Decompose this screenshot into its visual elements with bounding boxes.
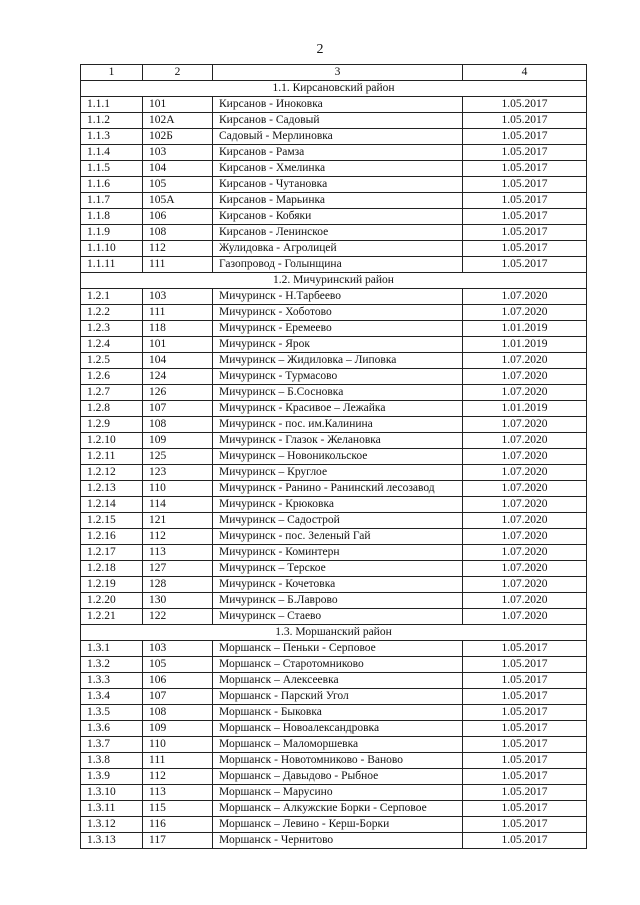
route-name: Жулидовка - Агролицей bbox=[213, 241, 463, 257]
date: 1.07.2020 bbox=[463, 513, 587, 529]
date: 1.05.2017 bbox=[463, 737, 587, 753]
column-number-2: 2 bbox=[143, 65, 213, 81]
route-number: 105А bbox=[143, 193, 213, 209]
column-number-3: 3 bbox=[213, 65, 463, 81]
route-name: Кирсанов - Кобяки bbox=[213, 209, 463, 225]
item-number: 1.2.20 bbox=[81, 593, 143, 609]
table-row bbox=[81, 305, 587, 321]
date: 1.05.2017 bbox=[463, 113, 587, 129]
table-row bbox=[81, 833, 587, 849]
item-number: 1.2.12 bbox=[81, 465, 143, 481]
item-number: 1.2.19 bbox=[81, 577, 143, 593]
route-name: Мичуринск – Новоникольское bbox=[213, 449, 463, 465]
table-row bbox=[81, 593, 587, 609]
route-name: Кирсанов - Иноковка bbox=[213, 97, 463, 113]
route-name: Мичуринск - Глазок - Желановка bbox=[213, 433, 463, 449]
table-row bbox=[81, 353, 587, 369]
route-number: 101 bbox=[143, 337, 213, 353]
date: 1.05.2017 bbox=[463, 657, 587, 673]
section-row bbox=[81, 625, 587, 641]
table-row bbox=[81, 737, 587, 753]
date: 1.07.2020 bbox=[463, 305, 587, 321]
route-number: 104 bbox=[143, 161, 213, 177]
table-header-row bbox=[81, 65, 587, 81]
route-number: 104 bbox=[143, 353, 213, 369]
date: 1.07.2020 bbox=[463, 449, 587, 465]
route-name: Моршанск - Быковка bbox=[213, 705, 463, 721]
date: 1.05.2017 bbox=[463, 817, 587, 833]
table-row bbox=[81, 817, 587, 833]
item-number: 1.2.11 bbox=[81, 449, 143, 465]
date: 1.07.2020 bbox=[463, 353, 587, 369]
table-row bbox=[81, 769, 587, 785]
date: 1.05.2017 bbox=[463, 705, 587, 721]
date: 1.07.2020 bbox=[463, 529, 587, 545]
item-number: 1.2.1 bbox=[81, 289, 143, 305]
table-row bbox=[81, 497, 587, 513]
date: 1.05.2017 bbox=[463, 193, 587, 209]
section-row bbox=[81, 273, 587, 289]
item-number: 1.2.16 bbox=[81, 529, 143, 545]
route-number: 112 bbox=[143, 529, 213, 545]
route-name: Моршанск – Давыдово - Рыбное bbox=[213, 769, 463, 785]
route-number: 118 bbox=[143, 321, 213, 337]
date: 1.05.2017 bbox=[463, 641, 587, 657]
route-number: 117 bbox=[143, 833, 213, 849]
route-name: Моршанск – Марусино bbox=[213, 785, 463, 801]
item-number: 1.2.7 bbox=[81, 385, 143, 401]
date: 1.05.2017 bbox=[463, 785, 587, 801]
route-name: Мичуринск - пос. им.Калинина bbox=[213, 417, 463, 433]
table-row bbox=[81, 657, 587, 673]
item-number: 1.3.5 bbox=[81, 705, 143, 721]
item-number: 1.2.4 bbox=[81, 337, 143, 353]
item-number: 1.1.11 bbox=[81, 257, 143, 273]
item-number: 1.3.3 bbox=[81, 673, 143, 689]
route-number: 110 bbox=[143, 481, 213, 497]
route-number: 109 bbox=[143, 721, 213, 737]
item-number: 1.3.10 bbox=[81, 785, 143, 801]
item-number: 1.2.5 bbox=[81, 353, 143, 369]
item-number: 1.2.18 bbox=[81, 561, 143, 577]
route-number: 111 bbox=[143, 305, 213, 321]
table-row bbox=[81, 641, 587, 657]
route-number: 102А bbox=[143, 113, 213, 129]
route-name: Мичуринск – Жидиловка – Липовка bbox=[213, 353, 463, 369]
route-name: Кирсанов - Ленинское bbox=[213, 225, 463, 241]
table-row bbox=[81, 385, 587, 401]
route-number: 123 bbox=[143, 465, 213, 481]
date: 1.07.2020 bbox=[463, 593, 587, 609]
item-number: 1.2.9 bbox=[81, 417, 143, 433]
column-number-4: 4 bbox=[463, 65, 587, 81]
date: 1.07.2020 bbox=[463, 417, 587, 433]
item-number: 1.3.6 bbox=[81, 721, 143, 737]
date: 1.07.2020 bbox=[463, 609, 587, 625]
route-name: Мичуринск - Крюковка bbox=[213, 497, 463, 513]
route-name: Кирсанов - Марьинка bbox=[213, 193, 463, 209]
route-number: 112 bbox=[143, 769, 213, 785]
table-row bbox=[81, 449, 587, 465]
item-number: 1.1.9 bbox=[81, 225, 143, 241]
date: 1.05.2017 bbox=[463, 241, 587, 257]
table-row bbox=[81, 129, 587, 145]
date: 1.05.2017 bbox=[463, 129, 587, 145]
table-row bbox=[81, 257, 587, 273]
routes-table bbox=[80, 64, 587, 849]
route-name: Кирсанов - Чутановка bbox=[213, 177, 463, 193]
route-number: 128 bbox=[143, 577, 213, 593]
table-row bbox=[81, 577, 587, 593]
route-number: 108 bbox=[143, 417, 213, 433]
route-number: 109 bbox=[143, 433, 213, 449]
item-number: 1.2.14 bbox=[81, 497, 143, 513]
route-name: Мичуринск - Еремеево bbox=[213, 321, 463, 337]
section-row bbox=[81, 81, 587, 97]
table-row bbox=[81, 753, 587, 769]
route-name: Моршанск - Новотомниково - Ваново bbox=[213, 753, 463, 769]
route-number: 106 bbox=[143, 209, 213, 225]
table-row bbox=[81, 113, 587, 129]
item-number: 1.3.7 bbox=[81, 737, 143, 753]
item-number: 1.1.8 bbox=[81, 209, 143, 225]
table-row bbox=[81, 529, 587, 545]
table-row bbox=[81, 417, 587, 433]
route-number: 106 bbox=[143, 673, 213, 689]
table-row bbox=[81, 177, 587, 193]
date: 1.05.2017 bbox=[463, 225, 587, 241]
table-row bbox=[81, 481, 587, 497]
date: 1.05.2017 bbox=[463, 753, 587, 769]
table-row bbox=[81, 785, 587, 801]
date: 1.05.2017 bbox=[463, 161, 587, 177]
item-number: 1.3.11 bbox=[81, 801, 143, 817]
date: 1.05.2017 bbox=[463, 689, 587, 705]
table-row bbox=[81, 561, 587, 577]
route-number: 103 bbox=[143, 641, 213, 657]
route-number: 101 bbox=[143, 97, 213, 113]
date: 1.01.2019 bbox=[463, 401, 587, 417]
route-number: 107 bbox=[143, 689, 213, 705]
date: 1.05.2017 bbox=[463, 97, 587, 113]
date: 1.07.2020 bbox=[463, 577, 587, 593]
route-name: Моршанск – Новоалександровка bbox=[213, 721, 463, 737]
table-row bbox=[81, 689, 587, 705]
table-row bbox=[81, 673, 587, 689]
table-row bbox=[81, 241, 587, 257]
route-name: Кирсанов - Рамза bbox=[213, 145, 463, 161]
item-number: 1.2.6 bbox=[81, 369, 143, 385]
item-number: 1.1.4 bbox=[81, 145, 143, 161]
route-number: 112 bbox=[143, 241, 213, 257]
item-number: 1.1.7 bbox=[81, 193, 143, 209]
route-name: Газопровод - Голынщина bbox=[213, 257, 463, 273]
date: 1.05.2017 bbox=[463, 145, 587, 161]
route-name: Мичуринск - Турмасово bbox=[213, 369, 463, 385]
route-name: Моршанск - Чернитово bbox=[213, 833, 463, 849]
route-name: Мичуринск – Б.Сосновка bbox=[213, 385, 463, 401]
table-row bbox=[81, 337, 587, 353]
table-row bbox=[81, 801, 587, 817]
table-row bbox=[81, 145, 587, 161]
route-name: Мичуринск – Круглое bbox=[213, 465, 463, 481]
route-name: Мичуринск - пос. Зеленый Гай bbox=[213, 529, 463, 545]
table-row bbox=[81, 433, 587, 449]
route-number: 116 bbox=[143, 817, 213, 833]
route-number: 125 bbox=[143, 449, 213, 465]
route-name: Мичуринск - Красивое – Лежайка bbox=[213, 401, 463, 417]
route-name: Моршанск – Алексеевка bbox=[213, 673, 463, 689]
page-number: 2 bbox=[316, 42, 324, 57]
item-number: 1.1.6 bbox=[81, 177, 143, 193]
item-number: 1.3.1 bbox=[81, 641, 143, 657]
date: 1.05.2017 bbox=[463, 673, 587, 689]
date: 1.05.2017 bbox=[463, 721, 587, 737]
table-row bbox=[81, 721, 587, 737]
route-name: Моршанск – Маломоршевка bbox=[213, 737, 463, 753]
table-row bbox=[81, 705, 587, 721]
date: 1.07.2020 bbox=[463, 385, 587, 401]
route-name: Моршанск – Пеньки - Серповое bbox=[213, 641, 463, 657]
route-name: Мичуринск - Хоботово bbox=[213, 305, 463, 321]
route-number: 111 bbox=[143, 257, 213, 273]
date: 1.07.2020 bbox=[463, 433, 587, 449]
table-row bbox=[81, 369, 587, 385]
route-number: 105 bbox=[143, 657, 213, 673]
date: 1.07.2020 bbox=[463, 481, 587, 497]
route-name: Кирсанов - Садовый bbox=[213, 113, 463, 129]
table-row bbox=[81, 193, 587, 209]
item-number: 1.2.21 bbox=[81, 609, 143, 625]
item-number: 1.3.12 bbox=[81, 817, 143, 833]
route-number: 113 bbox=[143, 545, 213, 561]
route-name: Мичуринск - Ранино - Ранинский лесозавод bbox=[213, 481, 463, 497]
route-number: 127 bbox=[143, 561, 213, 577]
table-row bbox=[81, 609, 587, 625]
route-number: 126 bbox=[143, 385, 213, 401]
section-title: 1.2. Мичуринский район bbox=[81, 273, 587, 289]
item-number: 1.3.13 bbox=[81, 833, 143, 849]
date: 1.07.2020 bbox=[463, 497, 587, 513]
item-number: 1.2.13 bbox=[81, 481, 143, 497]
item-number: 1.1.2 bbox=[81, 113, 143, 129]
table-row bbox=[81, 321, 587, 337]
route-number: 108 bbox=[143, 225, 213, 241]
route-number: 110 bbox=[143, 737, 213, 753]
section-title: 1.1. Кирсановский район bbox=[81, 81, 587, 97]
route-number: 114 bbox=[143, 497, 213, 513]
route-number: 108 bbox=[143, 705, 213, 721]
route-number: 103 bbox=[143, 145, 213, 161]
route-number: 105 bbox=[143, 177, 213, 193]
item-number: 1.2.10 bbox=[81, 433, 143, 449]
date: 1.01.2019 bbox=[463, 321, 587, 337]
route-number: 124 bbox=[143, 369, 213, 385]
section-title: 1.3. Моршанский район bbox=[81, 625, 587, 641]
route-name: Мичуринск – Терское bbox=[213, 561, 463, 577]
route-name: Садовый - Мерлиновка bbox=[213, 129, 463, 145]
item-number: 1.2.15 bbox=[81, 513, 143, 529]
route-number: 113 bbox=[143, 785, 213, 801]
table-row bbox=[81, 97, 587, 113]
date: 1.05.2017 bbox=[463, 209, 587, 225]
table-row bbox=[81, 465, 587, 481]
route-name: Мичуринск - Н.Тарбеево bbox=[213, 289, 463, 305]
table-row bbox=[81, 225, 587, 241]
route-name: Моршанск - Парский Угол bbox=[213, 689, 463, 705]
route-number: 115 bbox=[143, 801, 213, 817]
item-number: 1.3.8 bbox=[81, 753, 143, 769]
route-name: Кирсанов - Хмелинка bbox=[213, 161, 463, 177]
date: 1.07.2020 bbox=[463, 561, 587, 577]
date: 1.07.2020 bbox=[463, 465, 587, 481]
item-number: 1.2.8 bbox=[81, 401, 143, 417]
route-number: 102Б bbox=[143, 129, 213, 145]
date: 1.05.2017 bbox=[463, 177, 587, 193]
table-row bbox=[81, 513, 587, 529]
column-number-1: 1 bbox=[81, 65, 143, 81]
route-name: Мичуринск – Б.Лаврово bbox=[213, 593, 463, 609]
item-number: 1.3.9 bbox=[81, 769, 143, 785]
table-row bbox=[81, 161, 587, 177]
table-row bbox=[81, 289, 587, 305]
table-row bbox=[81, 545, 587, 561]
route-number: 107 bbox=[143, 401, 213, 417]
item-number: 1.1.1 bbox=[81, 97, 143, 113]
route-number: 103 bbox=[143, 289, 213, 305]
date: 1.05.2017 bbox=[463, 769, 587, 785]
route-name: Мичуринск - Ярок bbox=[213, 337, 463, 353]
item-number: 1.2.2 bbox=[81, 305, 143, 321]
item-number: 1.1.3 bbox=[81, 129, 143, 145]
date: 1.07.2020 bbox=[463, 369, 587, 385]
route-number: 111 bbox=[143, 753, 213, 769]
route-number: 130 bbox=[143, 593, 213, 609]
item-number: 1.2.3 bbox=[81, 321, 143, 337]
route-name: Моршанск – Алкужские Борки - Серповое bbox=[213, 801, 463, 817]
date: 1.05.2017 bbox=[463, 801, 587, 817]
item-number: 1.2.17 bbox=[81, 545, 143, 561]
date: 1.05.2017 bbox=[463, 833, 587, 849]
route-name: Мичуринск – Стаево bbox=[213, 609, 463, 625]
route-number: 122 bbox=[143, 609, 213, 625]
route-name: Моршанск – Старотомниково bbox=[213, 657, 463, 673]
route-name: Моршанск – Левино - Керш-Борки bbox=[213, 817, 463, 833]
route-name: Мичуринск - Кочетовка bbox=[213, 577, 463, 593]
date: 1.01.2019 bbox=[463, 337, 587, 353]
item-number: 1.3.4 bbox=[81, 689, 143, 705]
date: 1.07.2020 bbox=[463, 289, 587, 305]
table-row bbox=[81, 401, 587, 417]
route-name: Мичуринск – Садострой bbox=[213, 513, 463, 529]
item-number: 1.1.10 bbox=[81, 241, 143, 257]
date: 1.07.2020 bbox=[463, 545, 587, 561]
route-name: Мичуринск - Коминтерн bbox=[213, 545, 463, 561]
item-number: 1.1.5 bbox=[81, 161, 143, 177]
route-number: 121 bbox=[143, 513, 213, 529]
date: 1.05.2017 bbox=[463, 257, 587, 273]
table-row bbox=[81, 209, 587, 225]
item-number: 1.3.2 bbox=[81, 657, 143, 673]
